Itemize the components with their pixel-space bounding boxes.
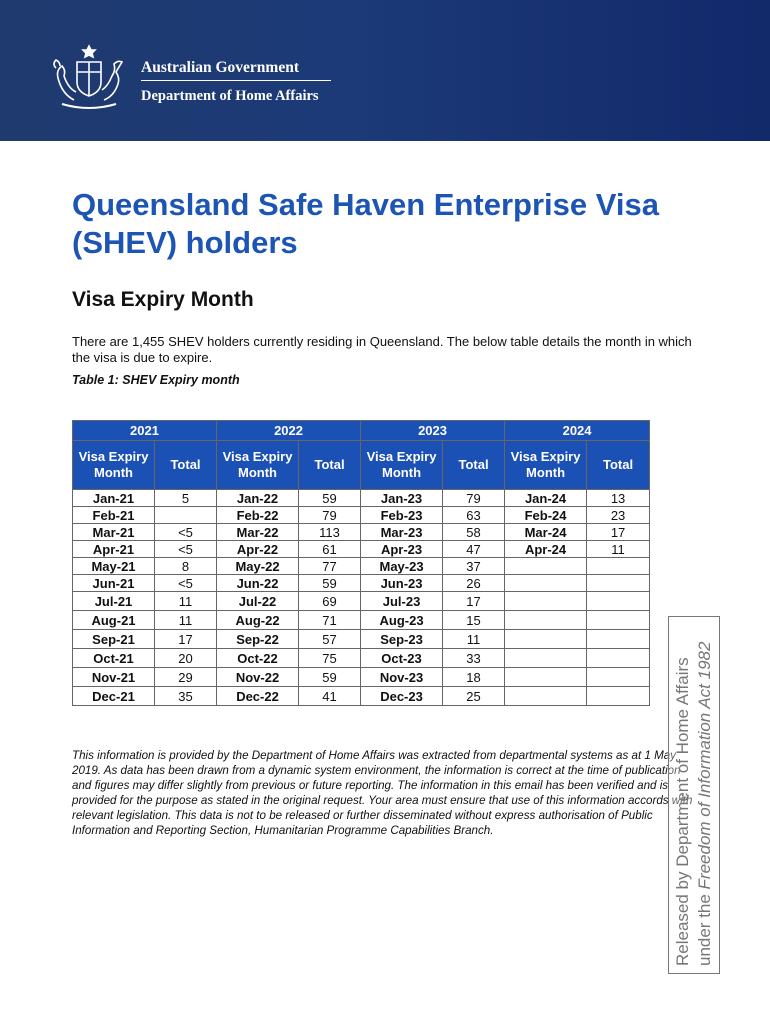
- expiry-table: [72, 420, 650, 706]
- total-cell: 17: [443, 592, 505, 611]
- table-row: [73, 575, 650, 592]
- government-name: Australian Government: [141, 59, 300, 76]
- stamp-line-2-prefix: under the: [695, 889, 714, 966]
- total-cell: [587, 575, 650, 592]
- month-cell: [505, 687, 587, 706]
- month-cell: Mar-23: [361, 524, 443, 541]
- column-header-total: Total: [443, 441, 505, 490]
- month-cell: Aug-22: [217, 611, 299, 630]
- total-cell: 61: [299, 541, 361, 558]
- column-header-month: Visa Expiry Month: [73, 441, 155, 490]
- total-cell: 113: [299, 524, 361, 541]
- total-cell: <5: [155, 541, 217, 558]
- year-header-2021: 2021: [73, 421, 217, 441]
- month-cell: Nov-23: [361, 668, 443, 687]
- table-row: [73, 558, 650, 575]
- year-header-2024: 2024: [505, 421, 650, 441]
- total-cell: 29: [155, 668, 217, 687]
- month-cell: Jan-21: [73, 490, 155, 507]
- month-cell: Jan-22: [217, 490, 299, 507]
- total-cell: 35: [155, 687, 217, 706]
- total-cell: [587, 649, 650, 668]
- column-header-month: Visa Expiry Month: [217, 441, 299, 490]
- total-cell: [587, 668, 650, 687]
- month-cell: May-23: [361, 558, 443, 575]
- total-cell: 79: [443, 490, 505, 507]
- total-cell: 59: [299, 575, 361, 592]
- total-cell: 69: [299, 592, 361, 611]
- month-cell: May-21: [73, 558, 155, 575]
- month-cell: Sep-23: [361, 630, 443, 649]
- table-row: [73, 611, 650, 630]
- total-cell: 59: [299, 490, 361, 507]
- month-cell: Oct-23: [361, 649, 443, 668]
- month-cell: Aug-21: [73, 611, 155, 630]
- total-cell: 25: [443, 687, 505, 706]
- total-cell: 26: [443, 575, 505, 592]
- total-cell: 71: [299, 611, 361, 630]
- total-cell: [587, 687, 650, 706]
- month-cell: Apr-23: [361, 541, 443, 558]
- total-cell: 41: [299, 687, 361, 706]
- column-header-total: Total: [155, 441, 217, 490]
- total-cell: 5: [155, 490, 217, 507]
- total-cell: <5: [155, 524, 217, 541]
- month-cell: Oct-21: [73, 649, 155, 668]
- month-cell: Feb-23: [361, 507, 443, 524]
- intro-paragraph: There are 1,455 SHEV holders currently residing in Queensland. The below table details the month in which the visa is due to expire.: [72, 334, 692, 365]
- total-cell: <5: [155, 575, 217, 592]
- month-cell: Feb-22: [217, 507, 299, 524]
- page-title: Queensland Safe Haven Enterprise Visa (SHEV) holders: [72, 187, 659, 260]
- month-cell: Jul-22: [217, 592, 299, 611]
- stamp-line-1: Released by Department of Home Affairs: [673, 657, 692, 966]
- total-cell: 58: [443, 524, 505, 541]
- table-row: [73, 668, 650, 687]
- table-row: [73, 630, 650, 649]
- total-cell: 15: [443, 611, 505, 630]
- month-cell: Jun-21: [73, 575, 155, 592]
- total-cell: 13: [587, 490, 650, 507]
- table-row: [73, 541, 650, 558]
- total-cell: 37: [443, 558, 505, 575]
- header-divider: [141, 80, 331, 81]
- total-cell: [587, 558, 650, 575]
- total-cell: 20: [155, 649, 217, 668]
- total-cell: 18: [443, 668, 505, 687]
- total-cell: 57: [299, 630, 361, 649]
- table-row: [73, 687, 650, 706]
- month-cell: [505, 558, 587, 575]
- month-cell: Dec-23: [361, 687, 443, 706]
- table-row: [73, 649, 650, 668]
- total-cell: 11: [155, 592, 217, 611]
- month-cell: Nov-22: [217, 668, 299, 687]
- total-cell: 63: [443, 507, 505, 524]
- month-cell: Apr-22: [217, 541, 299, 558]
- table-row: [73, 524, 650, 541]
- disclaimer-note: This information is provided by the Department of Home Affairs was extracted from departmental systems as at 1 May 2019. As data has been drawn from a dynamic system environment, the information is correct at the time of publication and figures may differ slightly from previous or future reporting. The information in this email has been verified and is provided for the purpose as stated in the original request. Your area must ensure that use of this information accords with relevant legislation. This data is not to be released or further disseminated without express authorisation of Public Information and Reporting Section, Humanitarian Programme Capabilities Branch.: [72, 749, 693, 837]
- month-cell: Jun-23: [361, 575, 443, 592]
- department-name: Department of Home Affairs: [141, 88, 319, 104]
- table-row: [73, 592, 650, 611]
- stamp-line-2: [694, 616, 716, 966]
- month-cell: [505, 592, 587, 611]
- month-cell: Mar-22: [217, 524, 299, 541]
- table-row: [73, 507, 650, 524]
- month-cell: Sep-22: [217, 630, 299, 649]
- month-cell: [505, 630, 587, 649]
- month-cell: Mar-24: [505, 524, 587, 541]
- total-cell: 11: [155, 611, 217, 630]
- total-cell: 23: [587, 507, 650, 524]
- year-header-2022: 2022: [217, 421, 361, 441]
- month-cell: Nov-21: [73, 668, 155, 687]
- month-cell: Oct-22: [217, 649, 299, 668]
- month-cell: [505, 611, 587, 630]
- year-header-2023: 2023: [361, 421, 505, 441]
- month-cell: [505, 649, 587, 668]
- total-cell: 8: [155, 558, 217, 575]
- total-cell: [587, 611, 650, 630]
- section-heading: Visa Expiry Month: [72, 288, 254, 311]
- month-cell: May-22: [217, 558, 299, 575]
- total-cell: 79: [299, 507, 361, 524]
- total-cell: 33: [443, 649, 505, 668]
- column-header-total: Total: [299, 441, 361, 490]
- month-cell: Mar-21: [73, 524, 155, 541]
- column-header-month: Visa Expiry Month: [505, 441, 587, 490]
- total-cell: 75: [299, 649, 361, 668]
- foi-release-stamp-text: [668, 616, 718, 972]
- month-cell: Dec-21: [73, 687, 155, 706]
- table-row: [73, 490, 650, 507]
- stamp-line-2-act: Freedom of Information Act 1982: [695, 641, 714, 890]
- month-cell: Apr-24: [505, 541, 587, 558]
- month-cell: Sep-21: [73, 630, 155, 649]
- month-cell: [505, 668, 587, 687]
- total-cell: 59: [299, 668, 361, 687]
- total-cell: [587, 592, 650, 611]
- total-cell: 17: [587, 524, 650, 541]
- column-header-month: Visa Expiry Month: [361, 441, 443, 490]
- month-cell: Jan-24: [505, 490, 587, 507]
- total-cell: 11: [443, 630, 505, 649]
- month-cell: Aug-23: [361, 611, 443, 630]
- total-cell: 17: [155, 630, 217, 649]
- header-banner: [0, 0, 770, 141]
- column-header-total: Total: [587, 441, 650, 490]
- month-cell: Feb-24: [505, 507, 587, 524]
- total-cell: [587, 630, 650, 649]
- month-cell: Apr-21: [73, 541, 155, 558]
- total-cell: 77: [299, 558, 361, 575]
- table-body: [73, 490, 650, 706]
- total-cell: [155, 507, 217, 524]
- month-cell: Jun-22: [217, 575, 299, 592]
- total-cell: 11: [587, 541, 650, 558]
- coat-of-arms-icon: [44, 40, 134, 112]
- table-caption: Table 1: SHEV Expiry month: [72, 373, 240, 387]
- month-cell: Feb-21: [73, 507, 155, 524]
- month-cell: Jul-21: [73, 592, 155, 611]
- month-cell: Jul-23: [361, 592, 443, 611]
- month-cell: Dec-22: [217, 687, 299, 706]
- total-cell: 47: [443, 541, 505, 558]
- month-cell: Jan-23: [361, 490, 443, 507]
- month-cell: [505, 575, 587, 592]
